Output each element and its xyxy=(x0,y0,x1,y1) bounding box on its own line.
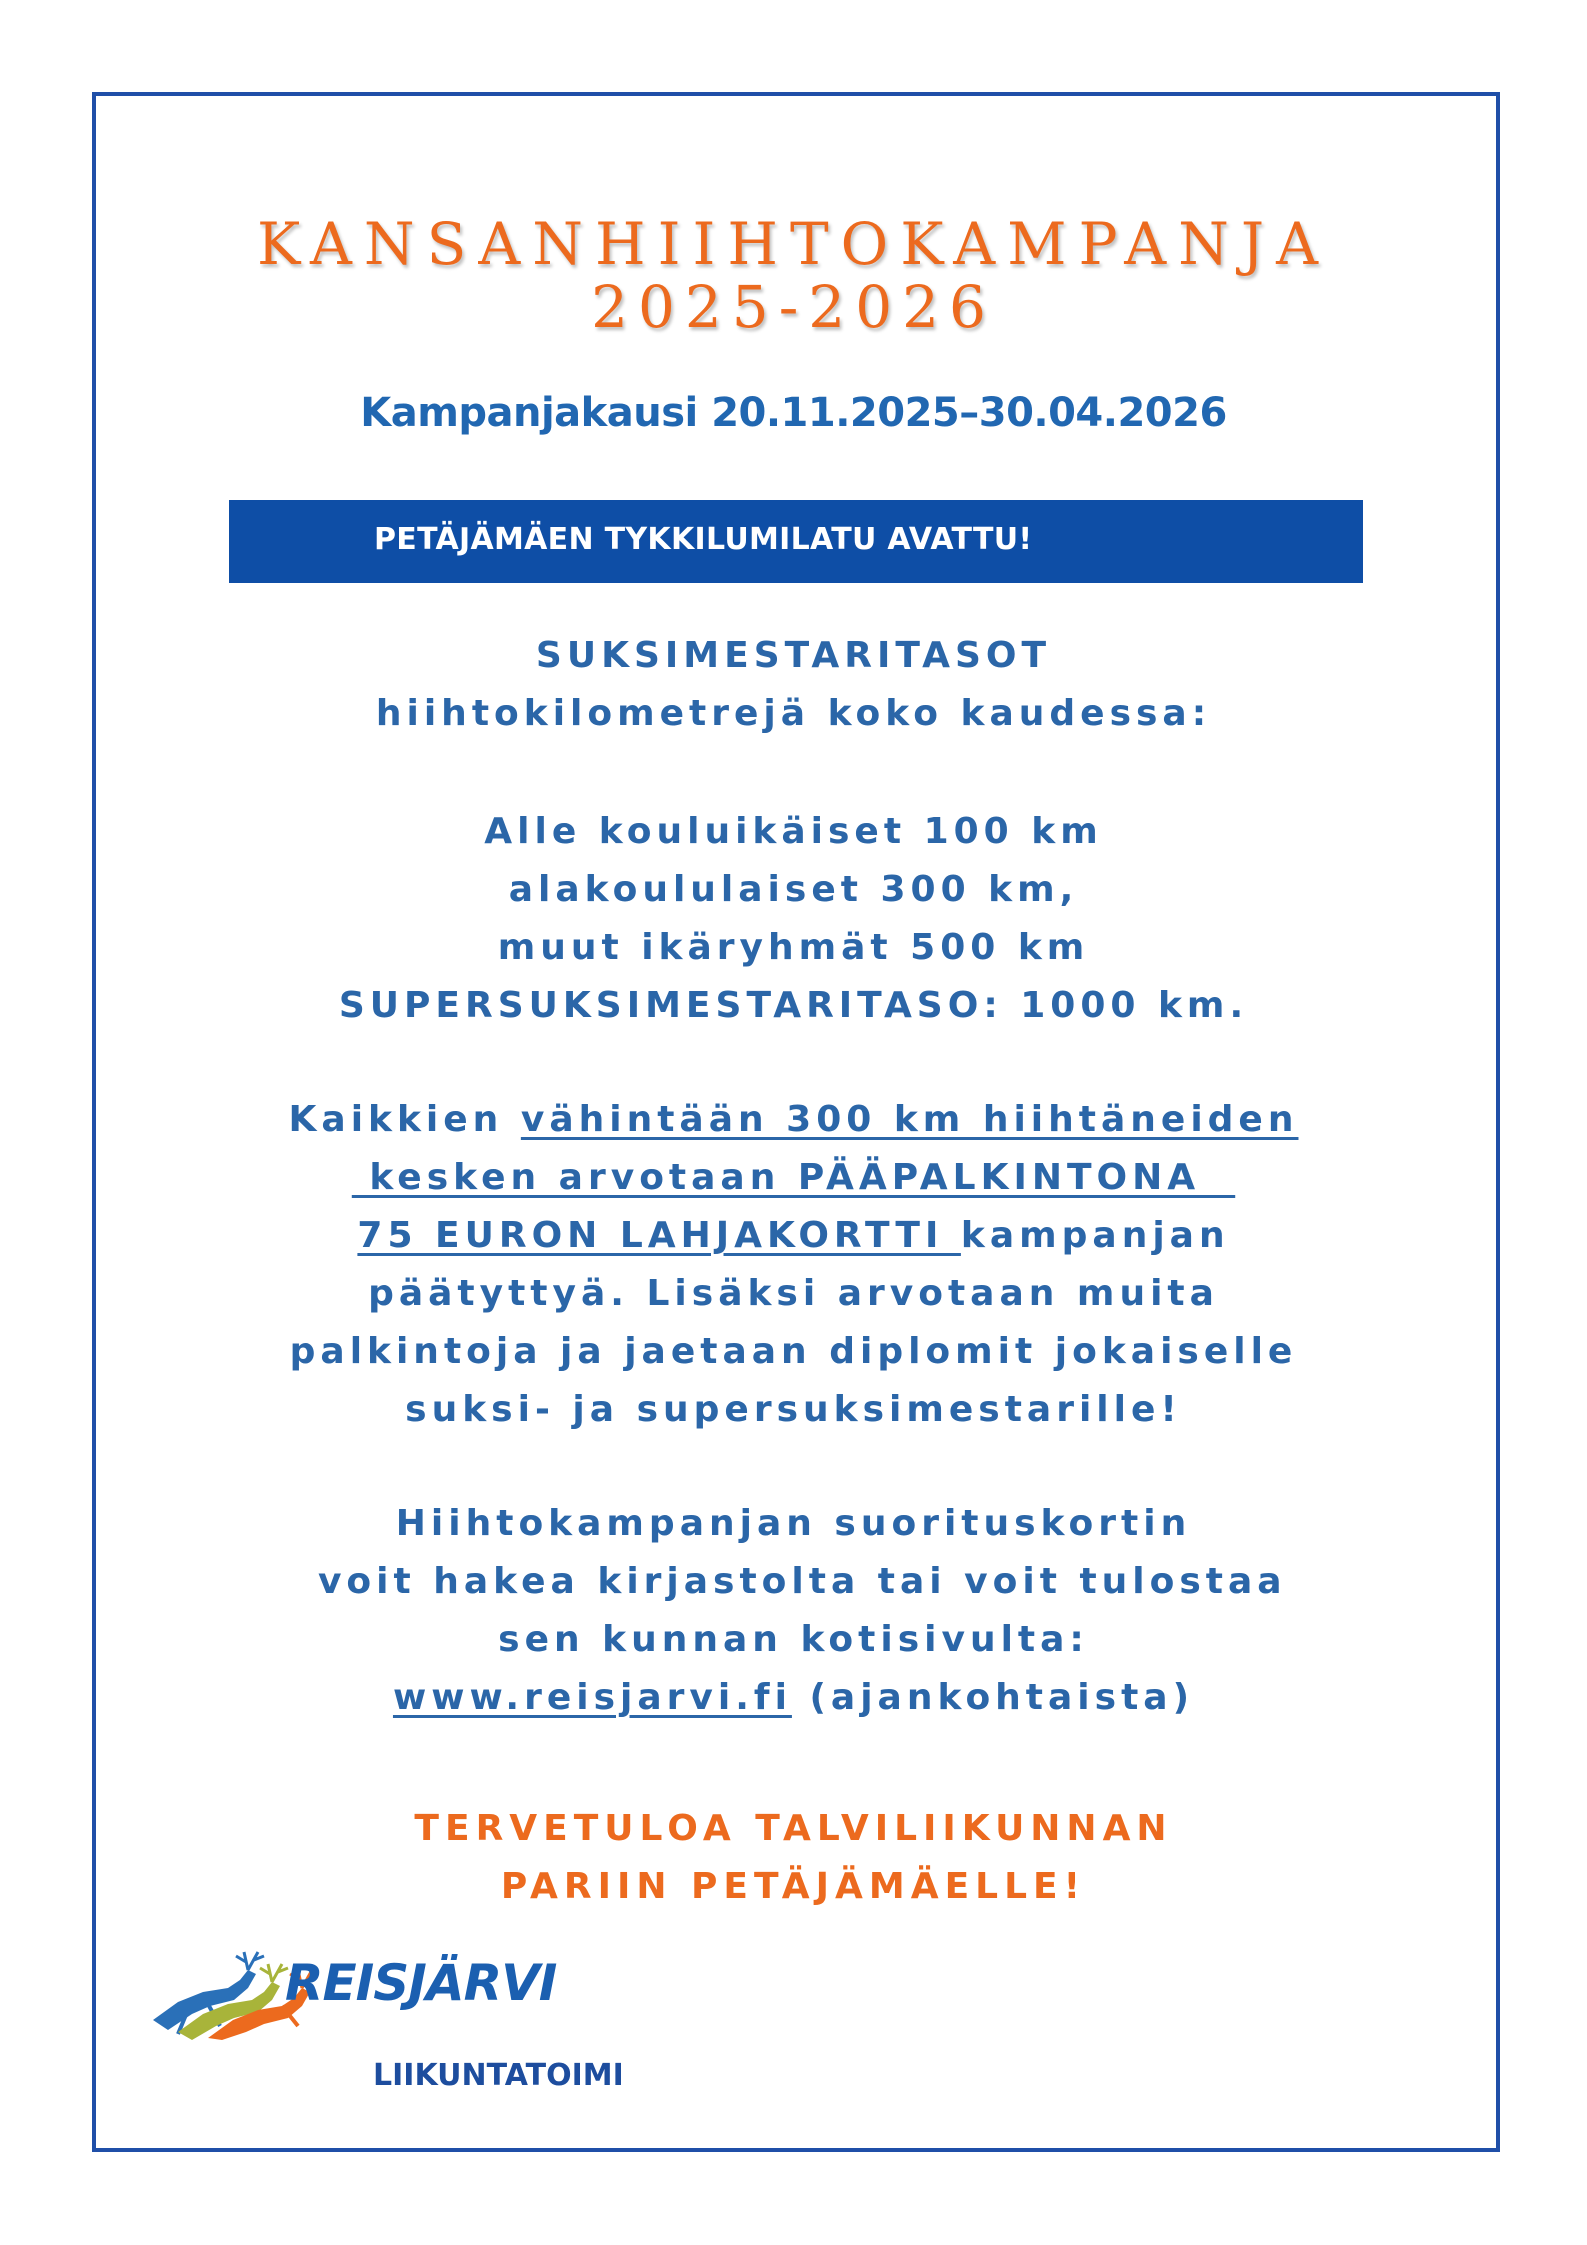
prize-emphasis: vähintään 300 km hiihtäneiden xyxy=(520,1099,1299,1140)
welcome-line: PARIIN PETÄJÄMÄELLE! xyxy=(500,1866,1087,1907)
campaign-year: 2025-2026 xyxy=(591,273,996,341)
department-name: LIIKUNTATOIMI xyxy=(373,2058,624,2093)
card-line: sen kunnan kotisivulta: xyxy=(498,1619,1089,1660)
prize-text: Kaikkien xyxy=(288,1099,521,1140)
card-line: voit hakea kirjastolta tai voit tulostaa xyxy=(300,1561,1287,1602)
prize-line: päätyttyä. Lisäksi arvotaan muita xyxy=(368,1273,1219,1314)
welcome-line: TERVETULOA TALVILIIKUNNAN xyxy=(414,1808,1173,1849)
distance-line: alakoululaiset 300 km, xyxy=(508,869,1079,910)
prize-line xyxy=(0,1207,1587,1265)
card-section xyxy=(0,1495,1587,1727)
levels-subheading: hiihtokilometrejä koko kaudessa: xyxy=(375,693,1212,734)
campaign-title: KANSANHIIHTOKAMPANJA xyxy=(257,210,1330,278)
prize-line: suksi- ja supersuksimestarille! xyxy=(405,1389,1182,1430)
banner-text: PETÄJÄMÄEN TYKKILUMILATU AVATTU! xyxy=(374,522,1033,557)
distance-line: muut ikäryhmät 500 km xyxy=(497,927,1090,968)
card-text: (ajankohtaista) xyxy=(791,1677,1195,1718)
distance-line: Alle kouluikäiset 100 km xyxy=(484,811,1103,852)
prize-line xyxy=(0,1091,1587,1149)
announcement-banner xyxy=(229,500,1363,583)
distance-line: SUPERSUKSIMESTARITASO: 1000 km. xyxy=(338,985,1249,1026)
distances-section xyxy=(0,803,1587,1035)
logo-wordmark: REISJÄRVI xyxy=(285,1954,557,2012)
prize-line: palkintoja ja jaetaan diplomit jokaiselle xyxy=(289,1331,1298,1372)
prize-emphasis: kesken arvotaan PÄÄPALKINTONA xyxy=(351,1157,1236,1198)
prize-section xyxy=(0,1091,1587,1439)
levels-heading: SUKSIMESTARITASOT xyxy=(535,635,1052,676)
card-line xyxy=(0,1669,1587,1727)
website-link[interactable]: www.reisjarvi.fi xyxy=(392,1677,792,1718)
levels-section xyxy=(0,627,1587,743)
campaign-period: Kampanjakausi 20.11.2025–30.04.2026 xyxy=(360,390,1227,436)
prize-line xyxy=(0,1149,1587,1207)
prize-emphasis: 75 EURON LAHJAKORTTI xyxy=(357,1215,961,1256)
welcome-section xyxy=(0,1800,1587,1916)
card-line: Hiihtokampanjan suorituskortin xyxy=(395,1503,1192,1544)
prize-text: kampanjan xyxy=(960,1215,1230,1256)
